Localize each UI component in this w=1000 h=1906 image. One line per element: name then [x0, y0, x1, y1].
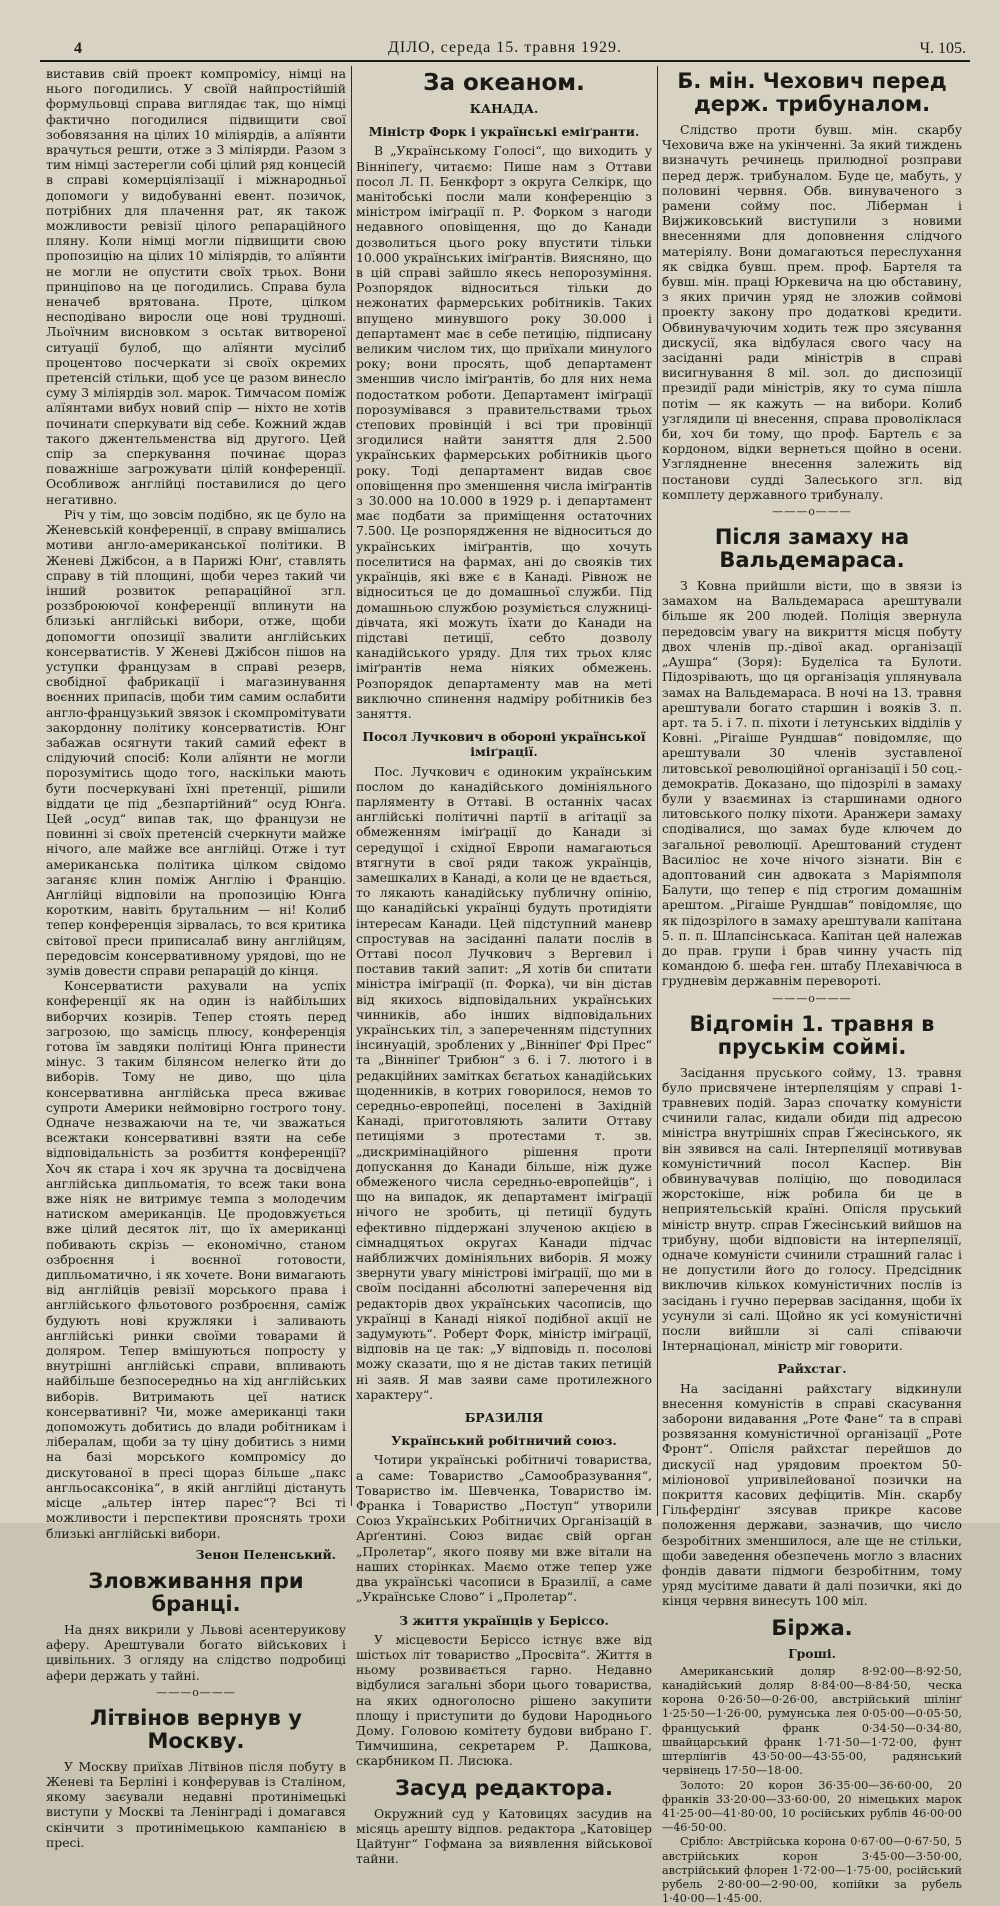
article-paragraph: Слідство проти бувш. мін. скарбу Чеховича вже на укінченні. За який тиждень визначуть речинець прилюдної розправи перед держ. трибуналом. Буде це, мабуть, у половині червня. Обв. винуваченого з рамени соймy пос. Ліберман і Виjжиковський виступили з новими внесеннями для доповнення слідчого матеріялу. Вони домагаються переслухання як свідка бувш. прем. проф. Бартеля та бувш. мін. праці Юркевича на цю обставину, з яких причин уряд не зложив соймові проекту закону про додаткові кредити. Обвинувачуючим ходить теж про зясування дискусії, яка відбулася свого часу на засіданні ради міністрів в справі висигнування 8 мil. зол. до диспозиції президії ради міністрів, яку то сума пішла потім — як кажуть — на вибори. Колиб узглядили ці внесення, справа проволіклася би, хоч би тому, що проф. Бартель є за кордоном, відки вернеться щойно в осени. Узглядненне внесення залежить від постанови судді Залеського згл. від комплету державного трибуналу.	[662, 122, 962, 502]
headline-valdemaras: Після замаху на Вальдемараса.	[714, 525, 910, 573]
column-rule	[351, 66, 352, 1506]
article-paragraph: У Москву приїхав Літвінов після побуту в Женеві та Берліні і конферував із Сталіном, якому заєували недавні протинімецькі виступи у Москві та Ленінграді і домагався скінчити з протинімецькою кампанією в пресі.	[46, 1758, 346, 1850]
article-paragraph: Засідання пруського сойму, 13. травня було присвячене інтерпеляціям у справі 1-травневих подій. Зараз спочатку комуністи счинили галас, кидали обиди під адресою міністра внутрішніх справ Ґжесінського, як він зявився на салі. Інтерпеляції мотивував комуністичний посол Каспер. Він обвинувачував поліцію, що поводилася жорстокіше, ніж робила би це в неприятельській країні. Опісля пруський міністр внутр. справ Ґжесінський вийшов на трибуну, щоби відповісти на інтерпеляції, одначе комуністи счинили страшний галас і не допустили його до голосу. Предсідник виключив кількох комуністичних послів із засідань і гучно перервав засідання, щоби їх усунули зі салі. Щойно як усі комуністичні посли вийшли зі салі співаючи Інтернаціонал, міністр міг говорити.	[662, 1064, 962, 1354]
issue-number: Ч. 105.	[919, 40, 966, 57]
article-paragraph: виставив свій проект компромісу, німці на нього погодились. У своїй найпростійшій формульовці справа виглядає так, що німці фактично погодилися підвищити свої зобовязання на цілих 10 міліярдів, а алїянти врачуться решти, отже з 3 міліярди. Разом з тим німці застерегли собі цілий ряд концесій в справі комерціялізації і міжнародньої допомоги у видобуванні евент. позичок, потрібних для плачення рат, як також можливости ревізії цілого репараційного пляну. Коли німці могли підвищити свою пропозицію на цілих 10 міліярдів, то алїянти не могли не опустити своїх трьох. Вони принціпово на це погодились. Справа була неначеб врятована. Проте, цілком несподівано виросли оце нові трудноші. Льоїчним висновком з осьтак витвореної ситуації булоб, що алїянти мусілиб процентово посчеркати зі своїх окремих претенсій стільки, щоб усе це разом винесло суму 3 міліярдів зол. марок. Тимчасом поміж алїянтами вибух новий спір — ніхто не хотів починати сперкувати від себе. Кожний ждав такого джентельменства від другого. Цей спір за сперкування починає щораз поважніше загрожувати цілій конференції. Особливож англійці поставилися до цего негативно.	[46, 66, 346, 507]
exchange-rates: Золото: 20 корон 36·35·00—36·60·00, 20 франків 33·20·00—33·60·00, 20 німецьких марок 41·25·00—41·80·00, 10 російських рублів 46·00·00—46·50·00.	[662, 1778, 962, 1835]
section-divider: ———o———	[772, 505, 852, 519]
headline-zasud: Засуд редактора.	[395, 1775, 613, 1800]
author-signature: Зенон Пеленський.	[195, 1546, 336, 1562]
exchange-rates: Срібло: Австрійська корона 0·67·00—0·67·50, 5 австрійських корон 3·45·00—3·50·00, австрійський флорен 1·72·00—1·75·00, російський рубель 2·80·00—2·90·00, копійки за рубель 1·40·00—1·45·00.	[662, 1835, 962, 1906]
article-subhead: Райхстаг.	[777, 1361, 847, 1377]
headline-za-okeanom: За океаном.	[423, 70, 585, 96]
article-paragraph: Окружний суд у Катовицях засудив на місяць арешту відпов. редактора „Катовіцер Цайтунг“ Гофмана за виявлення військової тайни.	[356, 1805, 652, 1867]
article-paragraph: Чотири українські робітничі товариства, а саме: Товариство „Самообразування“, Товариство ім. Шевченка, Товариство ім. Франка і Товариство „Поступ“ утворили Союз Українських Робітничих Організацій в Арґентині. Союз видає свій орган „Пролетар“, якого появу ми вже вітали на наших сторінках. Маємо отже тепер уже два українські часописи в Бразилії, а саме „Українське Слово“ і „Пролетар“.	[356, 1452, 652, 1605]
headline-vidgomin: Відгомін 1. травня в пруськім соймі.	[689, 1011, 935, 1059]
article-paragraph: На засіданні райхстагу відкинули внесення комуністів в справі скасування заборони видавання „Роте Фане“ та в справі розвязання комуністичної організації „Роте Фронт“. Опісля райхстаг перейшов до дискусії над урядовим проектом 50-міліонової упривілейованої позички на покриття касових дефіцитів. Мін. скарбу Гільфердінґ зясував прикре касове положення держави, зазначив, що число безробітних зменшилося, але ще не стільки, щоби заведення обезпечень могло з власних фондів давати підмоги безробітним, тому уряд мусітиме давати й далі позички, які до кінця червня винесуть 100 міл.	[662, 1380, 962, 1609]
newspaper-title: ДІЛО, середа 15. травня 1929.	[388, 39, 622, 56]
section-subhead: КАНАДА.	[469, 101, 539, 116]
column-rule	[657, 66, 658, 1516]
headline-litvinov: Літвінов вернув у Москву.	[90, 1705, 302, 1753]
article-paragraph: Консерватисти рахували на успіх конференції як на один із найбільших виборчих козирів. Тепер стоять перед загрозою, що замісць плюсу, конференція готова їм завдяки політиці Юнга принести мінус. З таким білянсом нелегко йти до виборів. Тому не диво, що ціла консервативна англійська преса вживає супроти Америки неймовірно гострого тону. Одначе незважаючи на те, чи зважаться всежтаки консервативні взяти на себе відповідальність за розбиття конференції? Хоч як стара і хоч як зручна та досвідчена англійська дипльоматія, то всеж таки вона вже ніяк не витримує темпа з молодечим натиском американців. Це продовжується вже цілий десяток літ, що їх американці побивають скрізь — економічно, станом озброєння і воєнної готовости, дипльоматично, і як хочете. Вони вимагають від англійців ревізії морського права і англійського фльотового розброєння, саміж будують нові кружляки і заливають англійські ринки своїми товарами й доляром. Тепер вмішуються попросту у внутрішні англійські справи, впливають найбільше безпосередньо на хід англійських виборів. Витримають цеї натиск консервативні? Чи, може американці таки допоможуть добитись до влади робітникам і лібералам, щоби за ту ціну добитись з ними на базі морського компромісу до дискутованої в пресі щораз більше „пакс англьосаксоніка“, в якій англійці дістануть місце „альтер інтер парес“? Всі ті можливости і перспективи прояснять трохи близькі англійські вибори.	[46, 978, 346, 1541]
page-number: 4	[74, 40, 82, 57]
article-subhead: З життя українців у Берісcо.	[399, 1612, 609, 1628]
article-subhead: Міністр Форк і українські еміґранти.	[368, 124, 640, 140]
column-left	[46, 66, 346, 1850]
headline-birzha: Біржа.	[771, 1615, 853, 1640]
headline-chekhovych: Б. мін. Чехович перед держ. трибуналом.	[677, 69, 947, 116]
article-paragraph: На днях викрили у Львові асентеруикову аферу. Арештували богато військових і цивільних. З огляду на слідство подробиці афери держать у тайні.	[46, 1621, 346, 1683]
article-paragraph: Пос. Лучкович є одиноким українським послом до канадійського домініяльного парляменту в Оттаві. В останніх часах англійські політичні партії в агітації за обмеженням іміґрації до Канади зі середущої і східної Европи намагаються втягнути в свої ряди також українців, замешкалих в Канаді, а коли це не вдається, то лякають канадійську публичну опінію, що канадійські українці будуть протидіяти інтересам Канади. Цей підступний маневр спростував на засіданні палати послів в Оттаві посол Лучкович з Вергевил і поставив такий запит: „Я хотів би спитати міністра іміґрації (п. Форка), чи він дістав від якихось відповідальних українських чинників, або інших відповідальних українських тіл, з запереченням підступних інсинуацій, зроблених у „Вінніпеґ Фрі Прес“ та „Вінніпеґ Трибюн“ з 6. і 7. лютого і в редакційних замітках бєгатьох канадійських щоденників, в котрих говорилося, немов то середньо-европейці, поселені в Західній Канаді, приготовляють залити Оттаву петиціями з протестами т. зв. „дискримінаційного рішення проти допускання до Канади більше, ніж дуже обмеженого числа середньо-европейців“, і що на випадок, як департамент іміґрації нічого не зробить, ці петиції будуть ефективно піддержані злученою акцією в сімнадцятьох округах Канади підчас найближчих домініяльних виборів. Я можу звернути увагу міністрові іміґрації, що ми в своїм посіданні абсолютні заперечення від редакторів двох українських часописів, що українці в Канаді ніякої подібної акції не задумують“. Роберт Форк, міністр іміґрації, відповів на це так: „У відповідь п. посолові можу сказати, що я не дістав таких петицій ні заяв. Я мав заяви саме протилежного характеру“.	[356, 763, 652, 1402]
headline-branzi: Зловживання при бранці.	[88, 1568, 304, 1616]
article-paragraph: З Ковна прийшли вісти, що в звязи із замахом на Вальдемараса арештували більше як 200 людей. Поліція звернула передовсім увагу на викриття місця побуту двох членів пр.-дівої акад. організації „Аушра“ (Зоря): Буделіса та Булоти. Підозрівають, що ця організація уплянувала замах на Вальдемараса. В ночі на 13. травня арештували богато старшин і вояків 3. п. арт. та 5. і 7. п. піхоти і летунських відділів у Ковні. „Рігаіше Рундшав“ повідомляє, що арештували 30 членів зуставленої литовської революційної організації і 50 соц.-демократів. Доказано, що підозрілі в замаху були у взаєминах із старшинами одного литовського полку піхоти. Аранжери замаху сподівалися, що замах буде ключем до загальної революції. Арештований студент Василіос не хоче нічого зізнати. Він є адоптований син адвоката з Маріямполя Балути, що тепер є під строгим домашнім арештом. „Рігаіше Рундшав“ повідомляє, що як підозрілого в замаху арештували капітана 5. п. п. Шлапсінськаса. Капітан цей належав до прав. групи і брав чинну участь під командою б. шефа ген. штабу Плехавічюса в грудневім державнім перевороті.	[662, 578, 962, 989]
masthead	[40, 38, 970, 62]
exchange-rates: Американський доляр 8·92·00—8·92·50, канадійський доляр 8·84·00—8·84·50, ческа корона 0·26·50—0·26·00, австрійський шілінґ 1·25·50—1·26·00, румунська лея 0·05·00—0·05·50, француський франк 0·34·50—0·34·80, швайцарський франк 1·71·50—1·72·00, фунт штерлінґів 43·50·00—43·55·00, радянський червінець 17·50—18·00.	[662, 1664, 962, 1778]
section-divider: ———o———	[156, 1685, 236, 1699]
article-subhead: Український робітничий союз.	[391, 1433, 617, 1449]
column-right	[662, 66, 962, 1906]
article-paragraph: Річ у тім, що зовсім подібно, як це було на Женевській конференції, в справу вмішались мотиви англо-американської політики. В Женеві Джібсон, а в Парижі Юнґ, ставлять справу в тій площині, щоби через такий чи інший розвиток репараційної згл. роззброюючої конференції вплинути на близькі англійські вибори, отже, щоби допомогти опозиції звалити англійських консерватистів. У Женеві Джібсон пішов на уступки французам в справі резерв, свобідної фабрикації і магазинування воєнних припасів, щоби тим самим ослабити англо-французький звязок і скомпромітувати закордонну політику консерватистів. Юнг забажав осягнути такий самий ефект в слідуючий спосіб: Коли алїянти не могли порозумітись щодо того, наскільки мають бути посчеркувані їхні претенції, рішили віддати це під „безпартійний“ осуд Юнґа. Цей „осуд“ випав так, що французи не повинні зі своїх претенсій счеркнути майже нічого, але майже все англійці. Отже і тут американська політика цілком свідомо заганяє клин поміж Англію і Францію. Англійці відповіли на пропозицію Юнга коротким, навіть брутальним — ні! Колиб тепер конференція зірвалась, то вся критика світової преси приписалаб вину англійцям, передовсім консервативному урядові, що не зумів довести справи репарацій до кінця.	[46, 506, 346, 978]
section-divider: ———o———	[772, 991, 852, 1005]
article-subhead: Посол Лучкович в обороні української іміґрації.	[362, 729, 646, 760]
column-middle	[356, 66, 653, 1867]
article-paragraph: У місцевости Берісcо істнує вже від шістьох літ товариство „Просвіта“. Життя в ньому розвивається гарно. Недавно відбулися загальні збори цього товариства, на яких одноголосно рішено закупити площу і приступити до будови Народнього Дому. Головою комітету будови вибрано Г. Тимчишина, секретарем Р. Дашкова, скарбником П. Лисюка.	[356, 1631, 652, 1769]
section-subhead: Гроші.	[788, 1645, 836, 1661]
article-paragraph: В „Українському Голосі“, що виходить у Вінніпеґу, читаємо: Пише нам з Оттави посол Л. П. Бенкфорт з округа Селкірк, що манітобські посли мали конференцію з міністром іміґрації п. Р. Форком з нагоди недавного оповіщення, що до Канади дозволиться цього року впустити тільки 10.000 українських іміґрантів. Виясняно, що в цій справі зайшло якесь непорозуміння. Розпорядок відноситься тільки до нежонатих фармерських робітників. Таких впущено минувшого року 30.000 і департамент має в себе петицію, підписану великим числом тих, що приїхали минулого року; вони просять, щоб департамент зменшив число іміґрантів, бо для них нема подостатком роботи. Департамент іміґрації порозумівався з правительствами трьох степових провінцій і всі три провінції згодилися найти заняття для 2.500 українських фармерських робітників цього року. Тоді департамент видав своє оповіщення про зменшення числа іміґрантів з 30.000 на 10.000 в 1929 р. і департамент має подбати за приміщення остаточних 7.500. Це розпорядження не відноситься до українських іміґрантів, що хочуть поселитися на фармах, ані до свояків тих українців, які вже є в Канаді. Рівнож не відноситься це до домашньої служби. Під домашньою службою розуміється служниці-дівчата, які можуть їхати до Канади на підставі петиції, себто дозволу канадійського уряду. Для тих трьох кляс іміґрантів нема ніяких обмежень. Розпорядок департаменту мав на меті виключно спинення надміру робітників без заняття.	[356, 143, 653, 721]
section-subhead: БРАЗИЛІЯ	[464, 1410, 544, 1426]
